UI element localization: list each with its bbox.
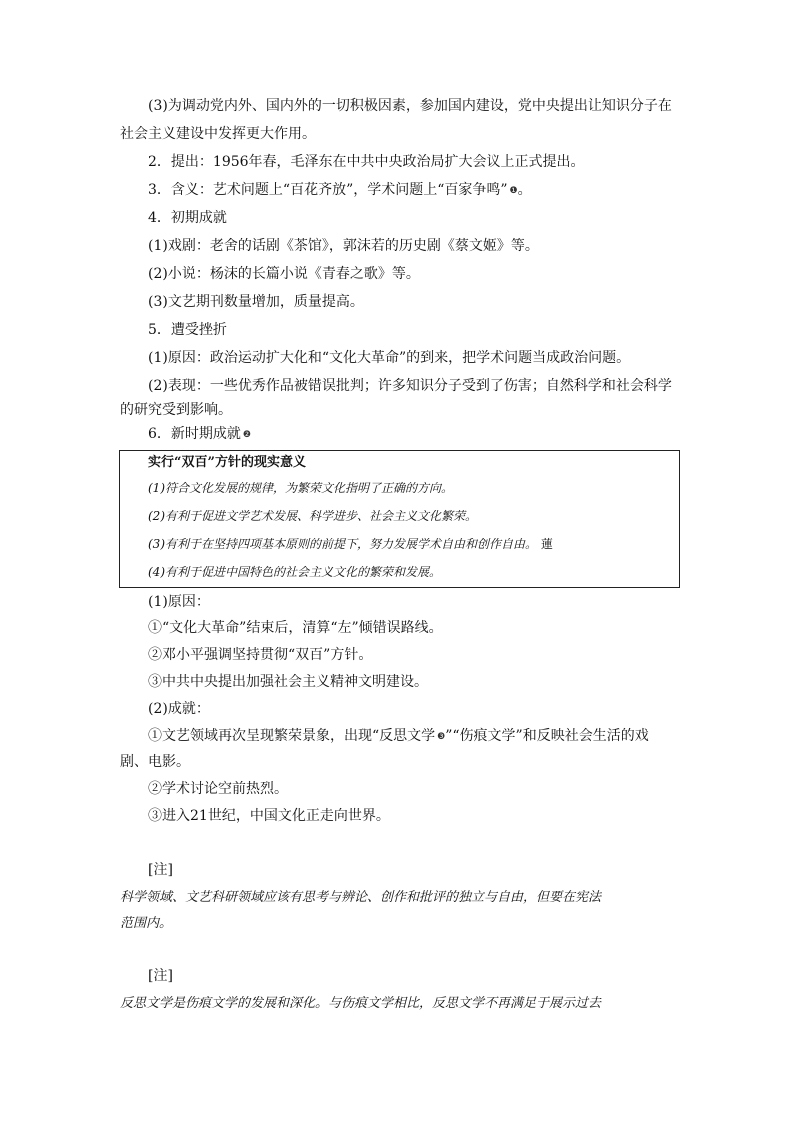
paragraph-journals [148,292,708,312]
note-label-2: [注] [148,968,173,984]
paragraph-text: (3)文艺期刊数量增加，质量提高。 [148,294,364,310]
paragraph-text: 社会主义建设中发挥更大作用。 [120,126,316,142]
section-5-heading [148,320,708,340]
paragraph-text: (1)原因： [148,594,210,610]
paragraph-text: ②邓小平强调坚持贯彻“双百”方针。 [148,647,373,663]
note-text-2: 反思文学是伤痕文学的发展和深化。与伤痕文学相比，反思文学不再满足于展示过去 [120,996,602,1011]
new-era-achievement-1 [148,726,708,747]
new-era-reason-heading [148,592,708,612]
paragraph-setback-effect [148,376,708,396]
paragraph-text: 。 [517,182,532,198]
box-title: 实行“双百”方针的现实意义 [148,455,306,470]
paragraph-text: ②学术讨论空前热烈。 [148,781,288,797]
section-3-meaning [148,180,708,201]
new-era-achievement-3 [148,806,708,826]
new-era-achievement-heading [148,699,708,719]
paragraph-text: (2)表现：一些优秀作品被错误批判；许多知识分子受到了伤害；自然科学和社会科学 [148,378,672,394]
new-era-achievement-1-cont [120,752,680,772]
section-2-proposal [148,152,708,172]
new-era-achievement-2 [148,779,708,799]
paragraph-drama [148,236,708,256]
note-marker-3[interactable]: ❸ [437,732,446,742]
box-stray-glyph: 蓮 [540,537,553,551]
new-era-reason-3 [148,672,708,692]
paragraph-text: ③中共中央提出加强社会主义精神文明建设。 [148,674,428,690]
box-item [148,535,553,553]
note-marker-1[interactable]: ❶ [509,186,518,196]
paragraph-reason-3 [148,96,708,116]
note-label-1: [注] [148,862,173,878]
paragraph-text: (2)小说：杨沫的长篇小说《青春之歌》等。 [148,266,420,282]
paragraph-text: (2)成就： [148,701,210,717]
note-text-1-cont: 范围内。 [120,916,173,931]
paragraph-text: ③进入21世纪，中国文化正走向世界。 [148,808,390,824]
paragraph-text: (3)为调动党内外、国内外的一切积极因素，参加国内建设，党中央提出让知识分子在 [148,98,672,114]
section-heading: 4．初期成就 [148,210,227,226]
section-4-heading [148,208,708,228]
new-era-reason-2 [148,645,708,665]
box-item: (2)有利于促进文学艺术发展、科学进步、社会主义文化繁荣。 [148,509,478,523]
paragraph-text: (1)原因：政治运动扩大化和“文化大革命”的到来，把学术问题当成政治问题。 [148,350,631,366]
paragraph-setback-cause [148,348,708,368]
paragraph-reason-3-cont [120,124,680,144]
paragraph-text: (1)戏剧：老舍的话剧《茶馆》，郭沫若的历史剧《蔡文姬》等。 [148,238,539,254]
box-item-text: (3)有利于在坚持四项基本原则的前提下，努力发展学术自由和创作自由。 [148,537,538,551]
section-heading: 5．遭受挫折 [148,322,227,338]
section-heading: 6．新时期成就 [148,426,241,442]
box-item: (4)有利于促进中国特色的社会主义文化的繁荣和发展。 [148,565,442,579]
paragraph-text: 2．提出：1956年春，毛泽东在中共中央政治局扩大会议上正式提出。 [148,154,585,170]
paragraph-text: ①文艺领域再次呈现繁荣景象，出现“反思文学 [148,728,436,744]
paragraph-text: ”“伤痕文学”和反映社会生活的戏 [445,728,649,744]
paragraph-text: ①“文化大革命”结束后，清算“左”倾错误路线。 [148,620,443,636]
paragraph-text: 3．含义：艺术问题上“百花齐放”，学术问题上“百家争鸣” [148,182,508,198]
paragraph-text: 剧、电影。 [120,754,190,770]
paragraph-novel [148,264,708,284]
paragraph-setback-effect-cont [120,400,680,420]
note-text-1: 科学领域、文艺科研领域应该有思考与辨论、创作和批评的独立与自由，但要在宪法 [120,890,602,905]
note-marker-2[interactable]: ❷ [242,430,251,440]
paragraph-text: 的研究受到影响。 [120,402,232,418]
new-era-reason-1 [148,618,708,638]
significance-box [119,450,680,588]
box-item: (1)符合文化发展的规律，为繁荣文化指明了正确的方向。 [148,481,454,495]
section-6-heading [148,424,708,445]
